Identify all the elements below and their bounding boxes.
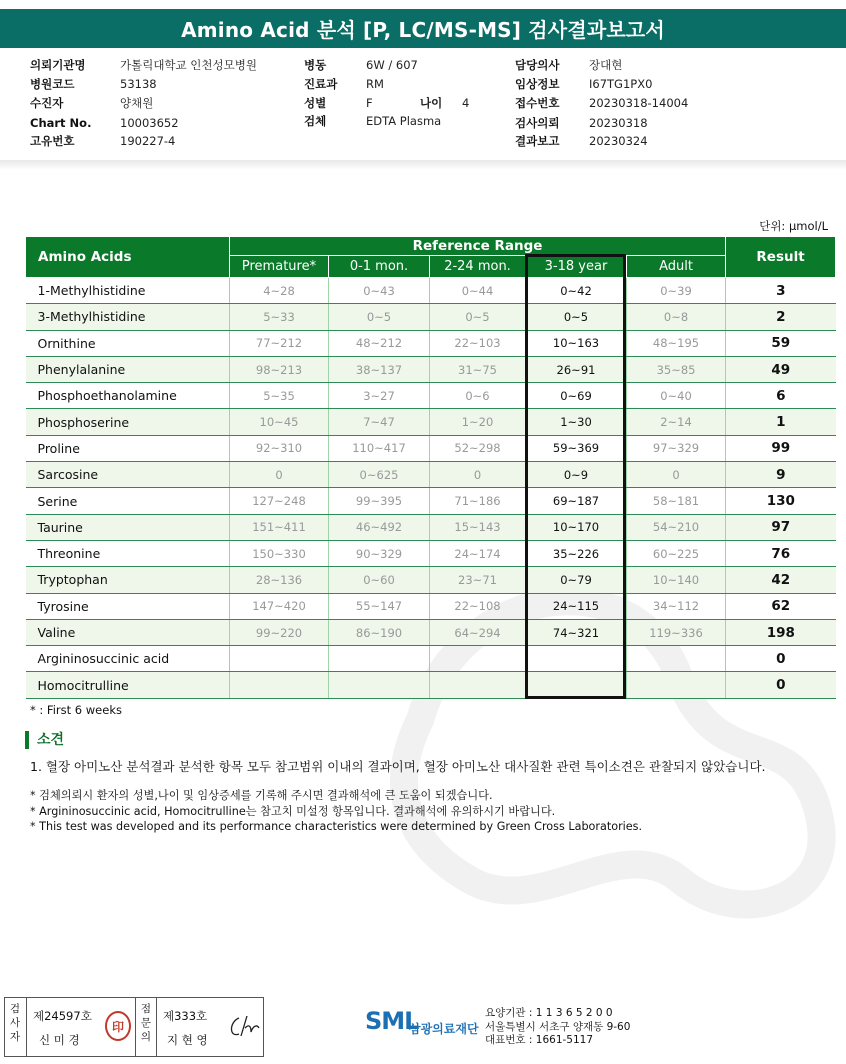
amino-acid-name: Tyrosine bbox=[26, 593, 230, 619]
reference-range-cell: 0~5 bbox=[329, 304, 430, 330]
reference-range-cell: 0~44 bbox=[430, 278, 526, 304]
reference-range-cell: 26~91 bbox=[526, 356, 627, 382]
reference-range-cell: 110~417 bbox=[329, 435, 430, 461]
header-ref-col: 2-24 mon. bbox=[430, 256, 526, 278]
reference-range-cell: 60~225 bbox=[627, 540, 726, 566]
header-ref-col: 3-18 year bbox=[526, 256, 627, 278]
confirmer-name: 지 현 영 bbox=[167, 1033, 208, 1047]
confirmer-license: 제333호 bbox=[163, 1009, 208, 1023]
reference-range-cell: 46~492 bbox=[329, 514, 430, 540]
lab-info bbox=[485, 1007, 630, 1048]
amino-acid-name: Valine bbox=[26, 619, 230, 645]
result-cell: 6 bbox=[726, 383, 836, 409]
reference-range-cell: 22~108 bbox=[430, 593, 526, 619]
result-cell: 9 bbox=[726, 462, 836, 488]
reference-range-cell: 97~329 bbox=[627, 435, 726, 461]
reference-range-cell: 7~47 bbox=[329, 409, 430, 435]
result-cell: 49 bbox=[726, 356, 836, 382]
seal-stamp-icon: 印 bbox=[105, 1011, 131, 1041]
signature-box bbox=[4, 997, 264, 1057]
reference-range-cell: 74~321 bbox=[526, 619, 627, 645]
header-ref-col: Premature* bbox=[230, 256, 329, 278]
reference-range-cell: 92~310 bbox=[230, 435, 329, 461]
reference-range-cell: 59~369 bbox=[526, 435, 627, 461]
reference-range-cell: 0~5 bbox=[430, 304, 526, 330]
reference-range-cell: 54~210 bbox=[627, 514, 726, 540]
reference-range-cell: 58~181 bbox=[627, 488, 726, 514]
reference-range-cell: 5~35 bbox=[230, 383, 329, 409]
reference-range-cell: 0 bbox=[230, 462, 329, 488]
reference-range-cell: 35~226 bbox=[526, 540, 627, 566]
reference-range-cell: 48~212 bbox=[329, 330, 430, 356]
note-item: * This test was developed and its performance characteristics were determined by Green Cross Laboratories. bbox=[30, 820, 643, 833]
reference-range-cell: 0~42 bbox=[526, 278, 627, 304]
info-label: 임상정보 bbox=[515, 77, 560, 91]
reference-range-cell: 0~9 bbox=[526, 462, 627, 488]
reference-range-cell: 127~248 bbox=[230, 488, 329, 514]
reference-range-cell: 0~69 bbox=[526, 383, 627, 409]
reference-range-cell: 22~103 bbox=[430, 330, 526, 356]
result-cell: 76 bbox=[726, 540, 836, 566]
reference-range-cell: 24~115 bbox=[526, 593, 627, 619]
notes bbox=[30, 788, 642, 835]
result-cell: 130 bbox=[726, 488, 836, 514]
info-label: 성별 bbox=[304, 96, 327, 110]
info-label: 담당의사 bbox=[515, 58, 560, 72]
reference-range-cell: 1~20 bbox=[430, 409, 526, 435]
amino-acid-name: Homocitrulline bbox=[26, 672, 230, 698]
report-title: Amino Acid 분석 [P, LC/MS-MS] 검사결과보고서 bbox=[0, 9, 846, 48]
lab-address: 서울특별시 서초구 양재동 9-60 bbox=[485, 1020, 631, 1033]
amino-acid-table bbox=[25, 236, 836, 699]
reference-range-cell bbox=[230, 672, 329, 698]
table-row bbox=[26, 462, 836, 488]
table-row bbox=[26, 514, 836, 540]
reference-range-cell: 35~85 bbox=[627, 356, 726, 382]
reference-range-cell: 10~140 bbox=[627, 567, 726, 593]
section-divider bbox=[0, 160, 846, 170]
reference-range-cell bbox=[329, 646, 430, 672]
table-row bbox=[26, 383, 836, 409]
reference-range-cell: 0~43 bbox=[329, 278, 430, 304]
reference-range-cell: 23~71 bbox=[430, 567, 526, 593]
signature-scribble-icon bbox=[227, 1012, 261, 1042]
info-label: 검체 bbox=[304, 114, 327, 128]
info-label: 병동 bbox=[304, 58, 327, 72]
amino-acid-name: Proline bbox=[26, 435, 230, 461]
info-value: 20230318 bbox=[589, 116, 648, 130]
findings-heading: 소견 bbox=[25, 731, 64, 749]
amino-acid-name: Sarcosine bbox=[26, 462, 230, 488]
reference-range-cell bbox=[230, 646, 329, 672]
amino-acid-name: Threonine bbox=[26, 540, 230, 566]
reference-range-cell: 0~5 bbox=[526, 304, 627, 330]
header-ref-col: 0-1 mon. bbox=[329, 256, 430, 278]
result-cell: 99 bbox=[726, 435, 836, 461]
lab-phone: 대표번호 : 1661-5117 bbox=[485, 1034, 594, 1046]
amino-acid-name: Taurine bbox=[26, 514, 230, 540]
result-cell: 42 bbox=[726, 567, 836, 593]
info-value: 190227-4 bbox=[120, 134, 176, 148]
info-label: 결과보고 bbox=[515, 134, 560, 148]
result-cell: 0 bbox=[726, 672, 836, 698]
reference-range-cell: 151~411 bbox=[230, 514, 329, 540]
info-value: 장대현 bbox=[589, 58, 623, 72]
info-value: RM bbox=[366, 77, 384, 91]
footnote: * : First 6 weeks bbox=[30, 703, 122, 717]
table-row bbox=[26, 304, 836, 330]
reference-range-cell: 147~420 bbox=[230, 593, 329, 619]
info-label: Chart No. bbox=[30, 116, 92, 130]
info-value: 20230324 bbox=[589, 134, 648, 148]
reference-range-cell bbox=[526, 646, 627, 672]
reference-range-cell: 0 bbox=[627, 462, 726, 488]
reference-range-cell: 71~186 bbox=[430, 488, 526, 514]
result-cell: 198 bbox=[726, 619, 836, 645]
tester-label: 검 사 자 bbox=[9, 1003, 21, 1043]
table-row bbox=[26, 619, 836, 645]
table-row bbox=[26, 488, 836, 514]
amino-acid-name: 1-Methylhistidine bbox=[26, 278, 230, 304]
reference-range-cell: 99~395 bbox=[329, 488, 430, 514]
lab-org-name: 삼광의료재단 bbox=[409, 1022, 479, 1036]
info-label: 병원코드 bbox=[30, 77, 75, 91]
finding-text: 1. 혈장 아미노산 분석결과 분석한 항목 모두 참고범위 이내의 결과이며, 혈장 아미노산 대사질환 관련 특이소견은 관찰되지 않았습니다. bbox=[30, 759, 766, 774]
reference-range-cell: 99~220 bbox=[230, 619, 329, 645]
reference-range-cell: 0~8 bbox=[627, 304, 726, 330]
table-row bbox=[26, 409, 836, 435]
info-label: 진료과 bbox=[304, 77, 338, 91]
amino-acid-name: Phenylalanine bbox=[26, 356, 230, 382]
result-cell: 62 bbox=[726, 593, 836, 619]
amino-acid-name: Serine bbox=[26, 488, 230, 514]
info-value: 10003652 bbox=[120, 116, 179, 130]
reference-range-cell: 1~30 bbox=[526, 409, 627, 435]
reference-range-cell: 48~195 bbox=[627, 330, 726, 356]
reference-range-cell: 64~294 bbox=[430, 619, 526, 645]
table-row bbox=[26, 435, 836, 461]
table-row bbox=[26, 356, 836, 382]
reference-range-cell: 0~40 bbox=[627, 383, 726, 409]
reference-range-cell bbox=[627, 646, 726, 672]
reference-range-cell: 28~136 bbox=[230, 567, 329, 593]
amino-acid-name: Argininosuccinic acid bbox=[26, 646, 230, 672]
reference-range-cell: 31~75 bbox=[430, 356, 526, 382]
info-label: 검사의뢰 bbox=[515, 116, 560, 130]
info-label: 의뢰기관명 bbox=[30, 58, 86, 72]
reference-range-cell bbox=[329, 672, 430, 698]
info-value: 6W / 607 bbox=[366, 58, 418, 72]
confirmer-label: 점 문 의 bbox=[140, 1003, 152, 1043]
reference-range-cell: 34~112 bbox=[627, 593, 726, 619]
info-label: 접수번호 bbox=[515, 96, 560, 110]
result-cell: 1 bbox=[726, 409, 836, 435]
reference-range-cell: 5~33 bbox=[230, 304, 329, 330]
reference-range-cell: 10~163 bbox=[526, 330, 627, 356]
info-label: 수진자 bbox=[30, 96, 64, 110]
reference-range-cell: 10~45 bbox=[230, 409, 329, 435]
result-cell: 3 bbox=[726, 278, 836, 304]
amino-acid-name: Phosphoethanolamine bbox=[26, 383, 230, 409]
reference-range-cell: 0~625 bbox=[329, 462, 430, 488]
tester-label-cell bbox=[5, 998, 27, 1056]
info-value: 가톨릭대학교 인천성모병원 bbox=[120, 58, 257, 72]
note-item: * 검체의뢰시 환자의 성별,나이 및 임상증세를 기록해 주시면 결과해석에 큰 도움이 되겠습니다. bbox=[30, 789, 493, 802]
reference-range-cell: 52~298 bbox=[430, 435, 526, 461]
info-value: 양채원 bbox=[120, 96, 154, 110]
reference-range-cell: 55~147 bbox=[329, 593, 430, 619]
unit-label: 단위: µmol/L bbox=[759, 219, 828, 233]
info-value: I67TG1PX0 bbox=[589, 77, 653, 91]
table-row bbox=[26, 330, 836, 356]
table-row bbox=[26, 672, 836, 698]
header-amino-acids: Amino Acids bbox=[26, 237, 230, 278]
age-label: 나이 bbox=[420, 96, 443, 110]
reference-range-cell: 77~212 bbox=[230, 330, 329, 356]
table-row bbox=[26, 593, 836, 619]
reference-range-cell: 3~27 bbox=[329, 383, 430, 409]
table-row bbox=[26, 646, 836, 672]
note-item: * Argininosuccinic acid, Homocitrulline는 참고치 미설정 항목입니다. 결과해석에 유의하시기 바랍니다. bbox=[30, 804, 556, 818]
info-label: 고유번호 bbox=[30, 134, 75, 148]
table-row bbox=[26, 278, 836, 304]
reference-range-cell: 24~174 bbox=[430, 540, 526, 566]
tester-license: 제24597호 bbox=[33, 1009, 92, 1023]
header-reference-range: Reference Range bbox=[230, 237, 726, 256]
amino-acid-name: 3-Methylhistidine bbox=[26, 304, 230, 330]
tester-name: 신 미 경 bbox=[39, 1033, 80, 1047]
info-value: F bbox=[366, 96, 373, 110]
header-ref-col: Adult bbox=[627, 256, 726, 278]
info-value: 53138 bbox=[120, 77, 157, 91]
result-cell: 0 bbox=[726, 646, 836, 672]
header-result: Result bbox=[726, 237, 836, 278]
reference-range-cell: 4~28 bbox=[230, 278, 329, 304]
result-cell: 59 bbox=[726, 330, 836, 356]
reference-range-cell: 98~213 bbox=[230, 356, 329, 382]
info-value: 20230318-14004 bbox=[589, 96, 689, 110]
table-row bbox=[26, 567, 836, 593]
reference-range-cell bbox=[526, 672, 627, 698]
amino-acid-name: Phosphoserine bbox=[26, 409, 230, 435]
reference-range-cell: 119~336 bbox=[627, 619, 726, 645]
reference-range-cell: 69~187 bbox=[526, 488, 627, 514]
reference-range-cell: 0~60 bbox=[329, 567, 430, 593]
lab-footer bbox=[365, 1003, 835, 1053]
sml-logo: SML bbox=[365, 1007, 419, 1035]
reference-range-cell: 0~79 bbox=[526, 567, 627, 593]
table-row bbox=[26, 540, 836, 566]
info-value: EDTA Plasma bbox=[366, 114, 442, 128]
reference-range-cell: 0 bbox=[430, 462, 526, 488]
reference-range-cell: 0~39 bbox=[627, 278, 726, 304]
reference-range-cell: 10~170 bbox=[526, 514, 627, 540]
result-cell: 2 bbox=[726, 304, 836, 330]
reference-range-cell: 15~143 bbox=[430, 514, 526, 540]
reference-range-cell: 150~330 bbox=[230, 540, 329, 566]
result-cell: 97 bbox=[726, 514, 836, 540]
reference-range-cell: 86~190 bbox=[329, 619, 430, 645]
reference-range-cell bbox=[430, 672, 526, 698]
reference-range-cell: 90~329 bbox=[329, 540, 430, 566]
lab-code: 요양기관 : 1 1 3 6 5 2 0 0 bbox=[485, 1007, 613, 1019]
reference-range-cell: 2~14 bbox=[627, 409, 726, 435]
reference-range-cell: 0~6 bbox=[430, 383, 526, 409]
amino-acid-name: Ornithine bbox=[26, 330, 230, 356]
reference-range-cell: 38~137 bbox=[329, 356, 430, 382]
amino-acid-name: Tryptophan bbox=[26, 567, 230, 593]
reference-range-cell bbox=[627, 672, 726, 698]
confirmer-label-cell bbox=[135, 998, 157, 1056]
reference-range-cell bbox=[430, 646, 526, 672]
age-value: 4 bbox=[462, 96, 470, 110]
